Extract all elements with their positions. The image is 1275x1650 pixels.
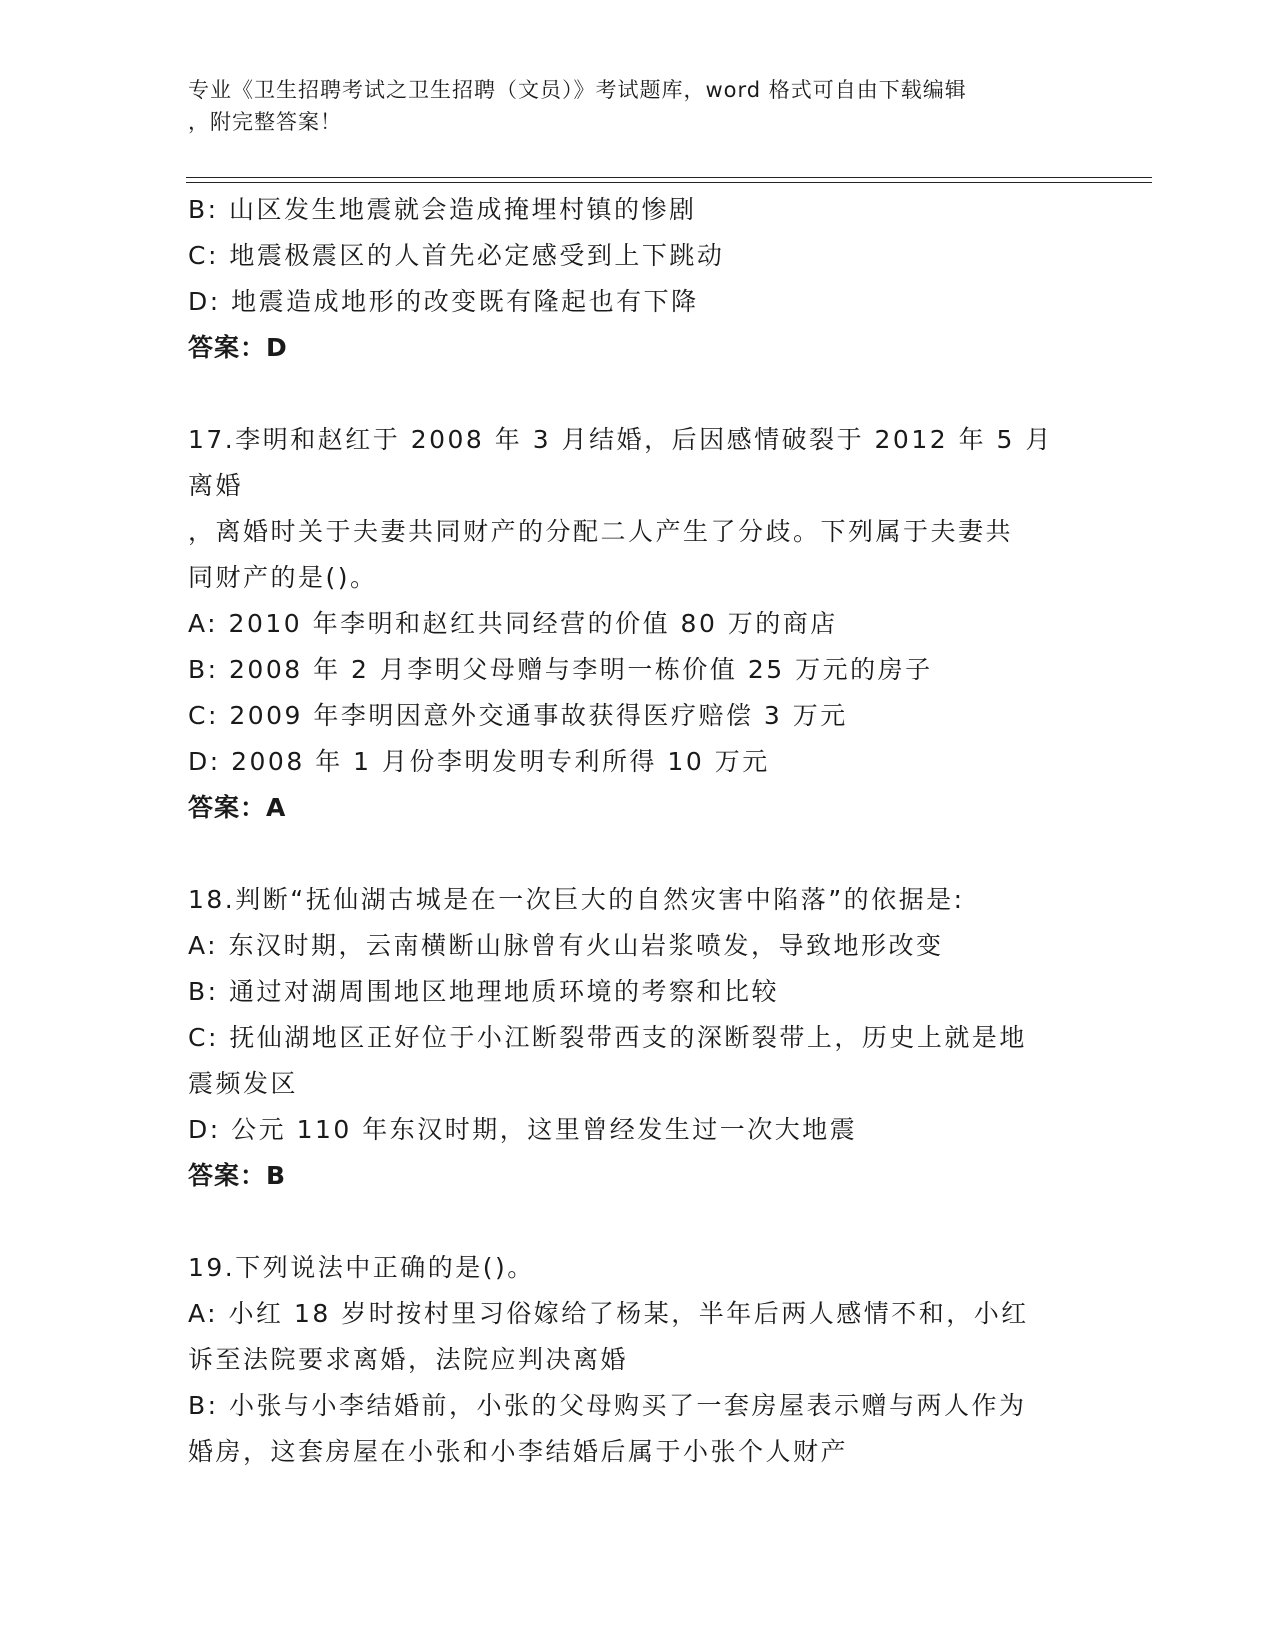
option-d: D: 2008 年 1 月份李明发明专利所得 10 万元: [188, 747, 770, 776]
option-a: A: 2010 年李明和赵红共同经营的价值 80 万的商店: [188, 609, 838, 638]
option-b: B: 小张与小李结婚前，小张的父母购买了一套房屋表示赠与两人作为: [188, 1391, 1027, 1420]
option-d: D: 地震造成地形的改变既有隆起也有下降: [188, 287, 699, 316]
option-a: A: 小红 18 岁时按村里习俗嫁给了杨某，半年后两人感情不和，小红: [188, 1299, 1029, 1328]
spacer: [188, 831, 1078, 877]
spacer: [188, 371, 1078, 417]
question-17: [188, 417, 1078, 831]
document-header: [188, 74, 1068, 138]
option-b: B: 2008 年 2 月李明父母赠与李明一栋价值 25 万元的房子: [188, 655, 933, 684]
header-divider-bottom: [186, 182, 1152, 183]
question-18: [188, 877, 1078, 1199]
question-19: [188, 1245, 1078, 1475]
question-stem: 19.下列说法中正确的是()。: [188, 1253, 535, 1282]
spacer: [188, 1199, 1078, 1245]
header-line-2: ，附完整答案！: [188, 110, 342, 134]
option-a-continued: 诉至法院要求离婚，法院应判决离婚: [188, 1345, 629, 1374]
option-a: A: 东汉时期，云南横断山脉曾有火山岩浆喷发，导致地形改变: [188, 931, 944, 960]
header-line-1: 专业《卫生招聘考试之卫生招聘（文员）》考试题库，word 格式可自由下载编辑: [188, 78, 967, 102]
question-stem: ，离婚时关于夫妻共同财产的分配二人产生了分歧。下列属于夫妻共: [188, 517, 1014, 546]
question-stem: 18.判断“抚仙湖古城是在一次巨大的自然灾害中陷落”的依据是:: [188, 885, 965, 914]
answer: 答案：A: [188, 793, 287, 822]
question-stem: 同财产的是()。: [188, 563, 378, 592]
answer: 答案：D: [188, 333, 288, 362]
option-b: B: 通过对湖周围地区地理地质环境的考察和比较: [188, 977, 780, 1006]
header-divider-top: [186, 177, 1152, 178]
option-d: D: 公元 110 年东汉时期，这里曾经发生过一次大地震: [188, 1115, 858, 1144]
option-c: C: 地震极震区的人首先必定感受到上下跳动: [188, 241, 725, 270]
question-stem: 17.李明和赵红于 2008 年 3 月结婚，后因感情破裂于 2012 年 5 月离婚: [188, 425, 1053, 500]
option-b: B: 山区发生地震就会造成掩埋村镇的惨剧: [188, 195, 697, 224]
option-c: C: 2009 年李明因意外交通事故获得医疗赔偿 3 万元: [188, 701, 848, 730]
option-c: C: 抚仙湖地区正好位于小江断裂带西支的深断裂带上，历史上就是地: [188, 1023, 1027, 1052]
question-16: [188, 187, 1078, 371]
answer: 答案：B: [188, 1161, 287, 1190]
option-c-continued: 震频发区: [188, 1069, 299, 1098]
option-b-continued: 婚房，这套房屋在小张和小李结婚后属于小张个人财产: [188, 1437, 849, 1466]
question-content: [188, 187, 1078, 1475]
